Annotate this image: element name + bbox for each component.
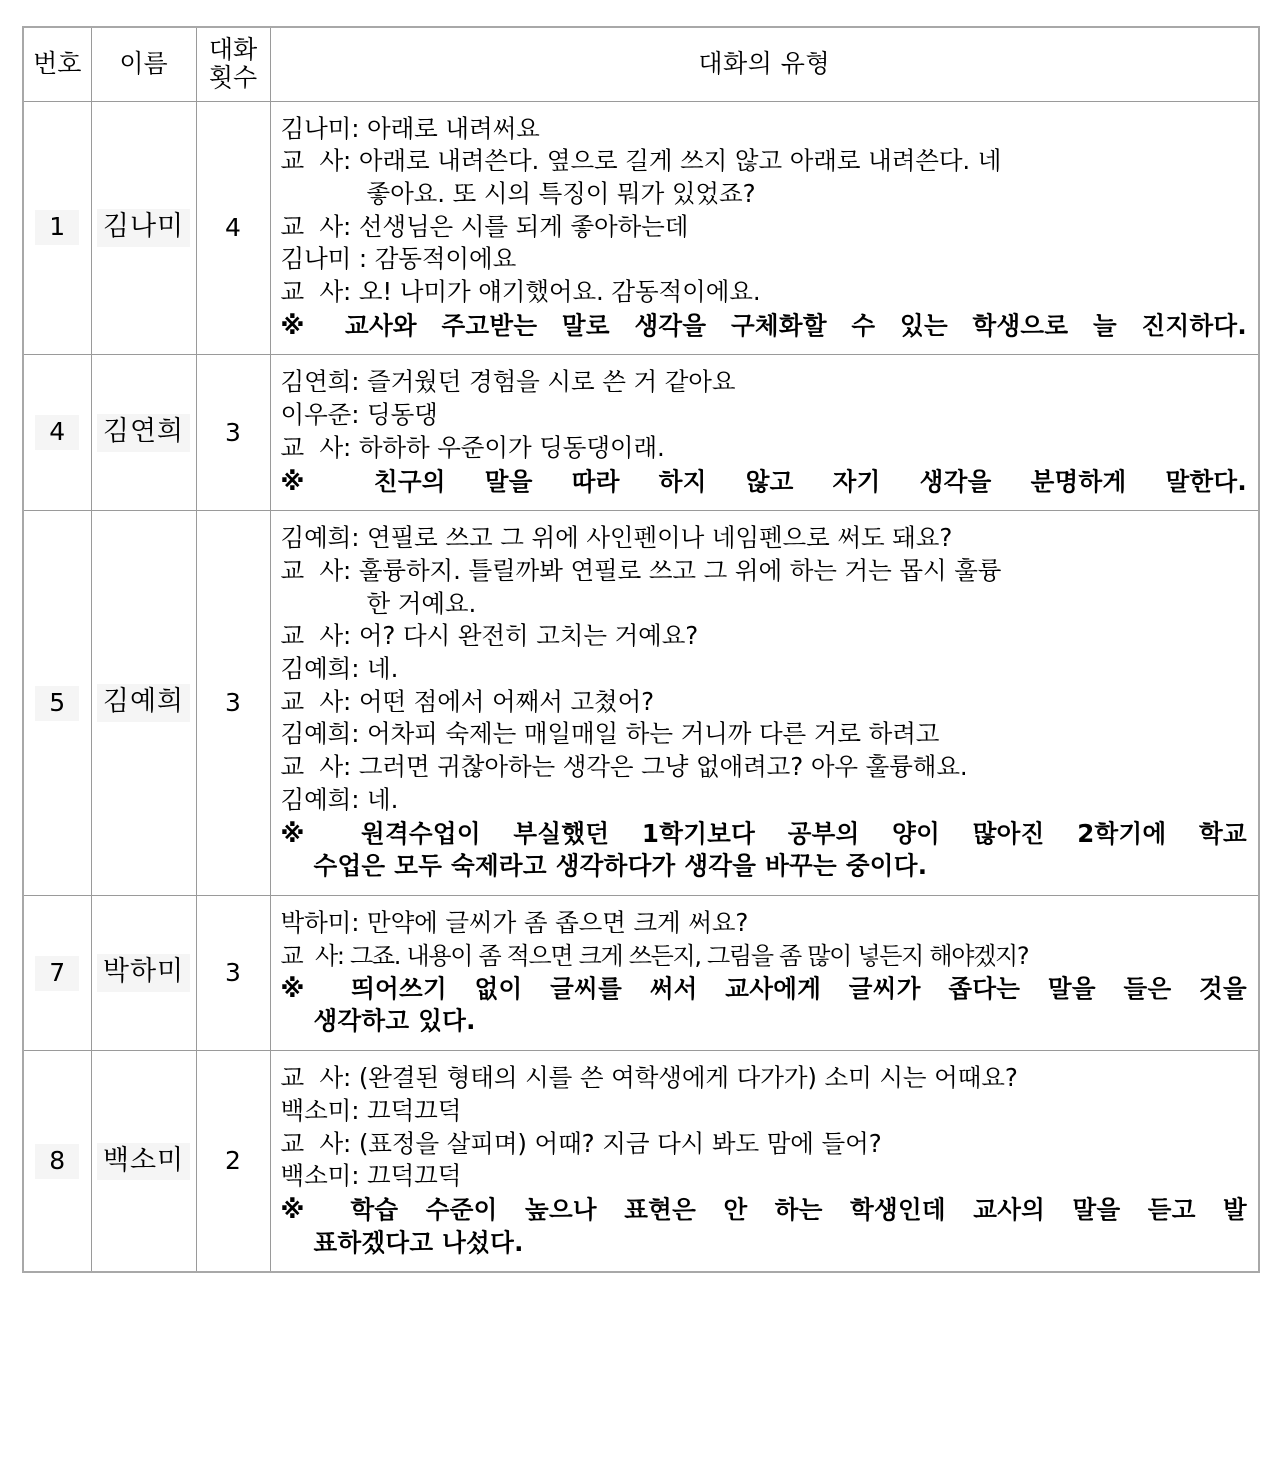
dialog-line: 김나미 : 감동적이에요 xyxy=(280,244,517,274)
student-number: 5 xyxy=(35,686,79,721)
dialog-type-table xyxy=(22,26,1260,1273)
observation-note-continuation-line: 표하겠다고 나섰다. xyxy=(313,1227,524,1257)
table-row xyxy=(23,355,1259,511)
observation-note-line: ※ 친구의 말을 따라 하지 않고 자기 생각을 분명하게 말한다. xyxy=(280,466,1247,496)
dialog-line: 김예희: 네. xyxy=(280,654,399,684)
observation-note-continuation-line: 생각하고 있다. xyxy=(313,1006,476,1036)
dialog-line: 백소미: 끄덕끄덕 xyxy=(280,1095,462,1125)
dialog-continuation-line: 한 거예요. xyxy=(366,588,477,618)
dialog-line: 박하미: 만약에 글씨가 좀 좁으면 크게 써요? xyxy=(280,907,749,937)
student-number: 1 xyxy=(35,210,79,245)
dialog-line: 교 사: 어떤 점에서 어째서 고쳤어? xyxy=(280,686,655,716)
dialog-line: 교 사: 그러면 귀찮아하는 생각은 그냥 없애려고? 아우 훌륭해요. xyxy=(280,752,968,782)
dialog-line: 교 사: (표정을 살피며) 어때? 지금 다시 봐도 맘에 들어? xyxy=(280,1128,882,1158)
dialog-line: 교 사: 오! 나미가 얘기했어요. 감동적이에요. xyxy=(280,277,761,307)
cell-number xyxy=(23,355,91,511)
cell-number xyxy=(23,1051,91,1273)
observation-note-continuation-line: 수업은 모두 숙제라고 생각하다가 생각을 바꾸는 중이다. xyxy=(313,851,928,881)
student-name: 김연희 xyxy=(97,414,190,451)
dialog-line: 김연희: 즐거웠던 경험을 시로 쓴 거 같아요 xyxy=(280,367,736,397)
student-name: 김나미 xyxy=(97,209,190,246)
dialog-line: 교 사: 아래로 내려쓴다. 옆으로 길게 쓰지 않고 아래로 내려쓴다. 네 xyxy=(280,146,1002,176)
dialog-line: 김예희: 어차피 숙제는 매일매일 하는 거니까 다른 거로 하려고 xyxy=(280,719,940,749)
column-header-number: 번호 xyxy=(23,27,91,101)
cell-dialog-count: 3 xyxy=(196,511,270,896)
column-header-dialog-type: 대화의 유형 xyxy=(270,27,1259,101)
cell-name xyxy=(91,895,196,1050)
cell-name xyxy=(91,355,196,511)
column-header-count xyxy=(196,27,270,101)
column-header-name: 이름 xyxy=(91,27,196,101)
cell-dialog-type xyxy=(270,1051,1259,1273)
cell-dialog-count: 4 xyxy=(196,101,270,355)
dialog-continuation-line: 좋아요. 또 시의 특징이 뭐가 있었죠? xyxy=(366,178,756,208)
dialog-line: 김예희: 네. xyxy=(280,784,399,814)
table-row xyxy=(23,895,1259,1050)
table-row xyxy=(23,1051,1259,1273)
student-number: 7 xyxy=(35,956,79,991)
cell-name xyxy=(91,511,196,896)
student-name: 김예희 xyxy=(97,684,190,721)
observation-note-line: ※ 학습 수준이 높으나 표현은 안 하는 학생인데 교사의 말을 듣고 발 xyxy=(280,1194,1247,1224)
cell-dialog-type xyxy=(270,101,1259,355)
dialog-line: 김나미: 아래로 내려써요 xyxy=(280,113,540,143)
dialog-line: 이우준: 딩동댕 xyxy=(280,400,438,430)
cell-name xyxy=(91,101,196,355)
cell-number xyxy=(23,895,91,1050)
cell-dialog-type xyxy=(270,511,1259,896)
dialog-line: 김예희: 연필로 쓰고 그 위에 사인펜이나 네임펜으로 써도 돼요? xyxy=(280,523,953,553)
cell-dialog-count: 3 xyxy=(196,895,270,1050)
cell-number xyxy=(23,511,91,896)
cell-dialog-type xyxy=(270,895,1259,1050)
table-body xyxy=(23,101,1259,1272)
dialog-line: 백소미: 끄덕끄덕 xyxy=(280,1161,462,1191)
table-row xyxy=(23,511,1259,896)
cell-name xyxy=(91,1051,196,1273)
dialog-line: 교 사: 어? 다시 완전히 고치는 거예요? xyxy=(280,621,699,651)
observation-note-line: ※ 띄어쓰기 없이 글씨를 써서 교사에게 글씨가 좁다는 말을 들은 것을 xyxy=(280,973,1247,1003)
cell-dialog-count: 2 xyxy=(196,1051,270,1273)
dialog-line: 교 사: 선생님은 시를 되게 좋아하는데 xyxy=(280,211,689,241)
cell-dialog-count: 3 xyxy=(196,355,270,511)
table-header xyxy=(23,27,1259,101)
column-header-count-line2: 횟수 xyxy=(208,63,258,93)
student-name: 박하미 xyxy=(97,954,190,991)
student-name: 백소미 xyxy=(97,1143,190,1180)
student-number: 4 xyxy=(35,415,79,450)
cell-number xyxy=(23,101,91,355)
observation-note-line: ※ 원격수업이 부실했던 1학기보다 공부의 양이 많아진 2학기에 학교 xyxy=(280,818,1247,848)
column-header-count-line1: 대화 xyxy=(208,35,258,65)
dialog-line: 교 사: 하하하 우준이가 딩동댕이래. xyxy=(280,432,665,462)
student-number: 8 xyxy=(35,1144,79,1179)
table-row xyxy=(23,101,1259,355)
cell-dialog-type xyxy=(270,355,1259,511)
observation-note-line: ※ 교사와 주고받는 말로 생각을 구체화할 수 있는 학생으로 늘 진지하다. xyxy=(280,310,1247,340)
dialog-line: 교 사: 훌륭하지. 틀릴까봐 연필로 쓰고 그 위에 하는 거는 몹시 훌륭 xyxy=(280,555,1002,585)
dialog-line: 교 사: (완결된 형태의 시를 쓴 여학생에게 다가가) 소미 시는 어때요? xyxy=(280,1063,1018,1093)
dialog-line: 교 사: 그죠. 내용이 좀 적으면 크게 쓰든지, 그림을 좀 많이 넣든지 해야겠지? xyxy=(280,941,1029,970)
header-row xyxy=(23,27,1259,101)
